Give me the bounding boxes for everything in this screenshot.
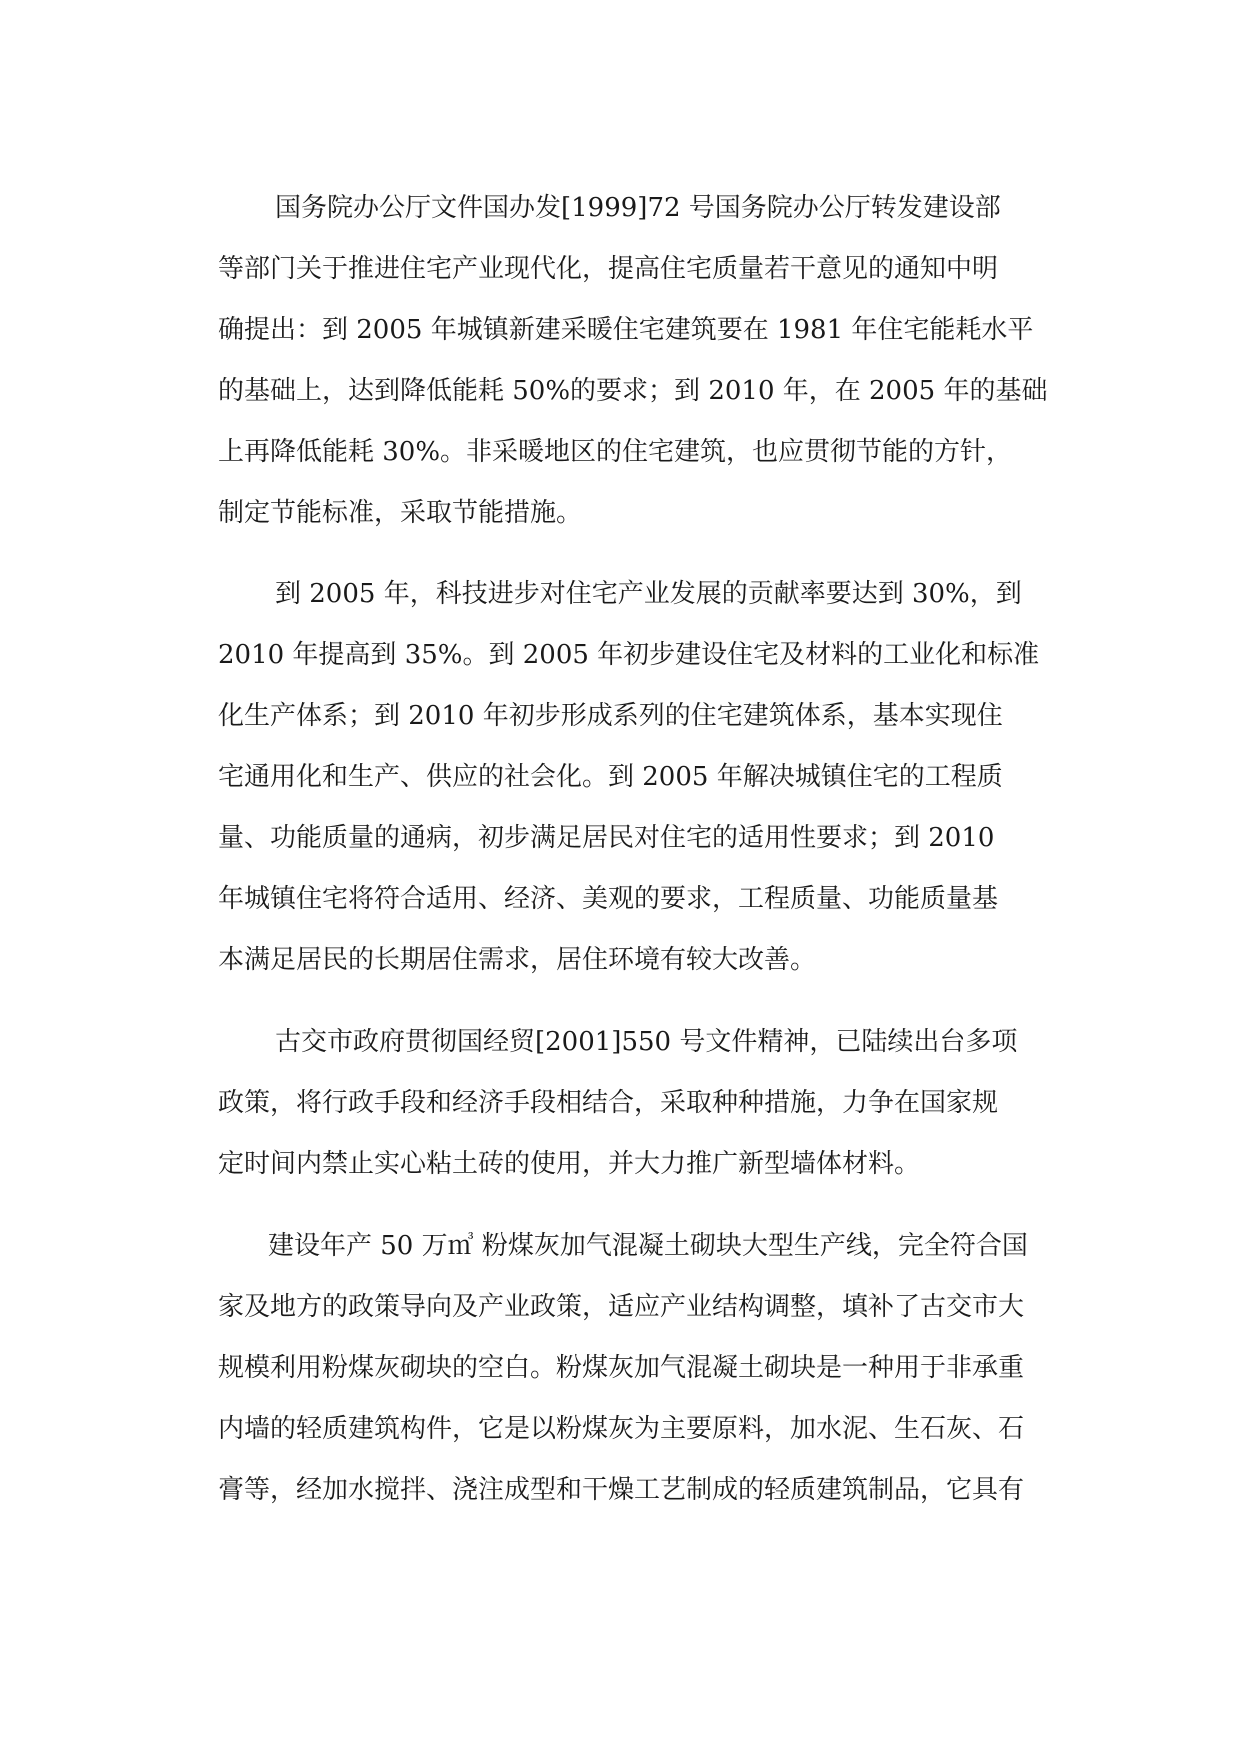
text-line: 制定节能标准，采取节能措施。 bbox=[218, 498, 583, 528]
text-line: 家及地方的政策导向及产业政策，适应产业结构调整，填补了古交市大 bbox=[218, 1292, 1025, 1322]
text-line: 年城镇住宅将符合适用、经济、美观的要求，工程质量、功能质量基 bbox=[218, 884, 999, 914]
text-line: 到 2005 年，科技进步对住宅产业发展的贡献率要达到 30%，到 bbox=[275, 579, 1022, 609]
text-line: 国务院办公厅文件国办发[1999]72 号国务院办公厅转发建设部 bbox=[275, 193, 1001, 223]
text-line: 古交市政府贯彻国经贸[2001]550 号文件精神，已陆续出台多项 bbox=[275, 1027, 1018, 1057]
text-line: 2010 年提高到 35%。到 2005 年初步建设住宅及材料的工业化和标准 bbox=[218, 640, 1040, 670]
text-line: 宅通用化和生产、供应的社会化。到 2005 年解决城镇住宅的工程质 bbox=[218, 762, 1003, 792]
text-line: 化生产体系；到 2010 年初步形成系列的住宅建筑体系，基本实现住 bbox=[218, 701, 1003, 731]
text-line: 规模利用粉煤灰砌块的空白。粉煤灰加气混凝土砌块是一种用于非承重 bbox=[218, 1353, 1025, 1383]
text-line: 建设年产 50 万㎥ 粉煤灰加气混凝土砌块大型生产线，完全符合国 bbox=[268, 1231, 1028, 1261]
text-line: 膏等，经加水搅拌、浇注成型和干燥工艺制成的轻质建筑制品，它具有 bbox=[218, 1475, 1025, 1505]
text-line: 政策，将行政手段和经济手段相结合，采取种种措施，力争在国家规 bbox=[218, 1088, 999, 1118]
text-line: 等部门关于推进住宅产业现代化，提高住宅质量若干意见的通知中明 bbox=[218, 254, 999, 284]
text-line: 内墙的轻质建筑构件，它是以粉煤灰为主要原料，加水泥、生石灰、石 bbox=[218, 1414, 1025, 1444]
text-line: 的基础上，达到降低能耗 50%的要求；到 2010 年，在 2005 年的基础 bbox=[218, 376, 1048, 406]
text-line: 定时间内禁止实心粘土砖的使用，并大力推广新型墙体材料。 bbox=[218, 1149, 921, 1179]
text-line: 确提出：到 2005 年城镇新建采暖住宅建筑要在 1981 年住宅能耗水平 bbox=[218, 315, 1034, 345]
text-line: 量、功能质量的通病，初步满足居民对住宅的适用性要求；到 2010 bbox=[218, 823, 995, 853]
text-line: 本满足居民的长期居住需求，居住环境有较大改善。 bbox=[218, 945, 817, 975]
text-line: 上再降低能耗 30%。非采暖地区的住宅建筑，也应贯彻节能的方针， bbox=[218, 437, 1013, 467]
